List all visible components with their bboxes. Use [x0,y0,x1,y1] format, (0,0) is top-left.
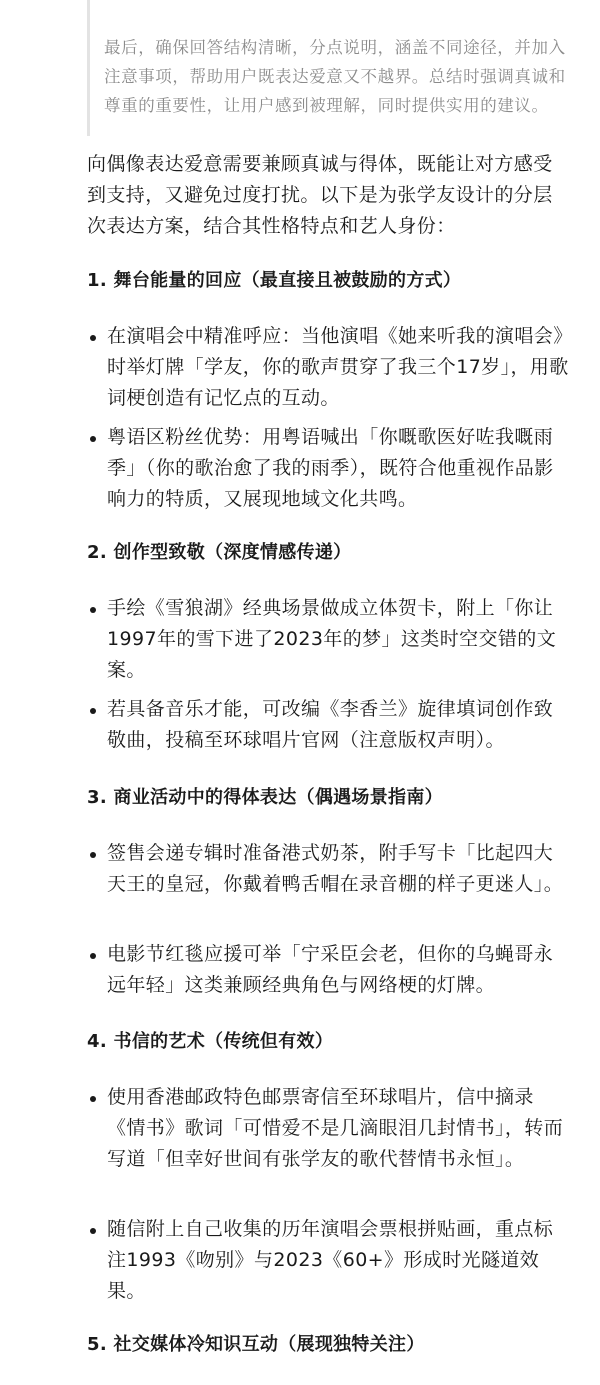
section-heading-2: 2. 创作型致敬（深度情感传递） [87,542,352,563]
section-heading-4: 4. 书信的艺术（传统但有效） [87,1031,334,1052]
list-item: 粤语区粉丝优势：用粤语喊出「你嘅歌医好咗我嘅雨季」（你的歌治愈了我的雨季），既符合他重视作品影响力的特质，又展现地域文化共鸣。 [107,426,554,510]
bullet-dot [90,852,96,858]
thinking-text: 最后，确保回答结构清晰，分点说明，涵盖不同途径，并加入注意事项，帮助用户既表达爱意又不越界。总结时强调真诚和尊重的重要性，让用户感到被理解，同时提供实用的建议。 [104,38,566,115]
intro-paragraph: 向偶像表达爱意需要兼顾真诚与得体，既能让对方感受到支持，又避免过度打扰。以下是为张学友设计的分层次表达方案，结合其性格特点和艺人身份： [87,153,553,237]
list-item: 随信附上自己收集的历年演唱会票根拼贴画，重点标注1993《吻别》与2023《60+》形成时光隧道效果。 [107,1218,554,1302]
list-item: 使用香港邮政特色邮票寄信至环球唱片，信中摘录《情书》歌词「可惜爱不是几滴眼泪几封情书」，转而写道「但幸好世间有张学友的歌代替情书永恒」。 [107,1086,564,1170]
bullet-dot [90,708,96,714]
list-item: 若具备音乐才能，可改编《李香兰》旋律填词创作致敬曲，投稿至环球唱片官网（注意版权声明）。 [107,698,554,751]
list-item: 手绘《雪狼湖》经典场景做成立体贺卡，附上「你让1997年的雪下进了2023年的梦」这类时空交错的文案。 [107,597,557,681]
list-item: 在演唱会中精准呼应：当他演唱《她来听我的演唱会》时举灯牌「学友，你的歌声贯穿了我三个17岁」，用歌词梗创造有记忆点的互动。 [107,325,569,409]
section-heading-5: 5. 社交媒体冷知识互动（展现独特关注） [87,1334,425,1355]
bullet-dot [90,953,96,959]
bullet-dot [90,335,96,341]
section-heading-3: 3. 商业活动中的得体表达（偶遇场景指南） [87,787,443,808]
bullet-dot [90,1096,96,1102]
bullet-dot [90,607,96,613]
section-heading-1: 1. 舞台能量的回应（最直接且被鼓励的方式） [87,270,462,291]
list-item: 电影节红毯应援可举「宁采臣会老，但你的乌蝇哥永远年轻」这类兼顾经典角色与网络梗的灯牌。 [107,943,554,996]
thinking-blockquote [87,0,585,136]
list-item: 签售会递专辑时准备港式奶茶，附手写卡「比起四大天王的皇冠，你戴着鸭舌帽在录音棚的样子更迷人」。 [107,842,564,895]
bullet-dot [90,436,96,442]
bullet-dot [90,1228,96,1234]
